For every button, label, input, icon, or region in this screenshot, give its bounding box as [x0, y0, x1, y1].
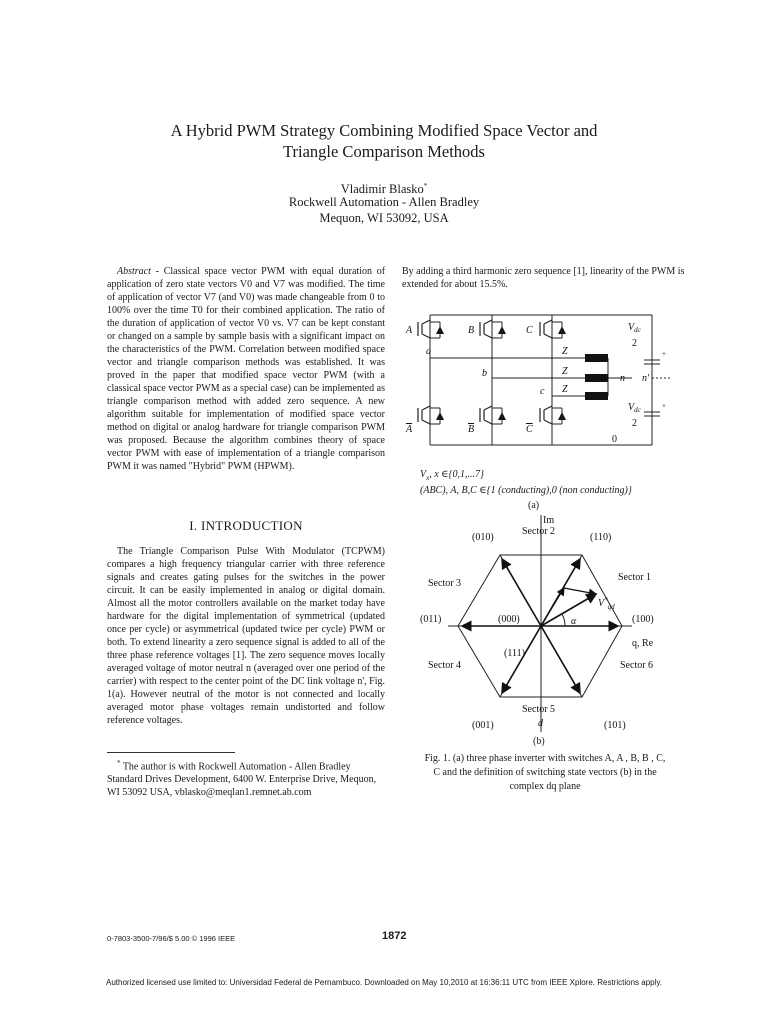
reference-vector-label: $V^*_{qd}$ — [598, 596, 615, 611]
state-label-v4: (011) — [420, 614, 442, 625]
paper-title-line-1: A Hybrid PWM Strategy Combining Modified Space Vector and — [170, 121, 598, 140]
switch-label-a-lower: A — [406, 424, 413, 435]
axis-label-re: q, Re — [632, 638, 654, 649]
author-name-text: Vladimir Blasko — [340, 182, 424, 197]
figure-caption-line-1: Fig. 1. (a) three phase inverter with switches A, A , B, B , C, — [424, 753, 666, 764]
author-footnote-mark: * — [423, 182, 428, 190]
component-t1-arrow — [564, 588, 596, 594]
vector-definition-line-2: (ABC), A, B,C ∈{1 (conducting),0 (non conducting)} — [420, 485, 632, 496]
plus-sign-bottom: + — [662, 402, 666, 410]
figure-caption — [402, 752, 688, 794]
vdc-top-denominator: 2 — [632, 338, 637, 349]
state-label-v5: (001) — [472, 720, 494, 731]
author-affiliation: Rockwell Automation - Allen Bradley — [288, 195, 480, 209]
vdc-bottom-label: $V_{dc}$ — [628, 402, 641, 414]
node-label-a: a — [426, 346, 431, 357]
state-label-v3: (010) — [472, 532, 494, 543]
abstract-label: Abstract - — [117, 266, 159, 277]
paper-title-line-2: Triangle Comparison Methods — [283, 142, 485, 161]
ground-label: 0 — [612, 434, 617, 445]
figure-caption-line-2: C and the definition of switching state vectors (b) in the — [433, 767, 657, 778]
copyright-notice: 0-7803-3500-7/96/$ 5.00 © 1996 IEEE — [107, 934, 236, 943]
neutral-label: n — [620, 373, 625, 384]
vdc-top-label: $V_{dc}$ — [628, 322, 641, 334]
footnote-mark: * — [117, 759, 121, 767]
sector-6-label: Sector 6 — [620, 660, 654, 671]
vector-subscript: x — [426, 474, 430, 482]
alpha-label: α — [571, 616, 577, 627]
right-column-intro: By adding a third harmonic zero sequence [1], linearity of the PWM is extended for about 15.5%. — [402, 266, 685, 290]
state-label-v0: (000) — [498, 614, 520, 625]
section-heading-introduction: I. INTRODUCTION — [189, 518, 303, 533]
impedance-label-3: Z — [562, 384, 568, 395]
axis-label-d: d — [538, 718, 543, 729]
impedance-label-1: Z — [562, 346, 568, 357]
abstract-paragraph — [107, 265, 385, 473]
neutral-prime-label: n' — [642, 373, 650, 384]
footnote — [107, 757, 385, 799]
node-label-b: b — [482, 368, 487, 379]
figure-caption-line-3: complex dq plane — [509, 781, 581, 792]
vector-definition-rest: , x ∈{0,1,...7} — [429, 469, 485, 480]
footnote-text: The author is with Rockwell Automation - Allen Bradley Standard Drives Development, 6400 W. Enterprise Drive, Mequon, WI 53092 USA, vblasko@meqlan1.remnet.ab.com — [107, 761, 377, 799]
impedance-label-2: Z — [562, 366, 568, 377]
sector-1-label: Sector 1 — [618, 572, 652, 583]
sector-4-label: Sector 4 — [428, 660, 462, 671]
switch-label-b-upper: B — [468, 325, 475, 336]
component-t2-arrow — [541, 588, 564, 626]
inverter-circuit-diagram — [400, 300, 690, 460]
switch-label-b-lower: B — [468, 424, 475, 435]
vector-v5-arrow — [502, 626, 541, 693]
introduction-text: The Triangle Comparison Pulse With Modulator (TCPWM) compares a high frequency triangular carrier with three reference signals and creates gating pulses for the switches in the power circuit. It can be easily implemented in analog or digital domain. Almost all the motor controllers available on the market today have hardware for the digital implementation of symmetrical (updated once per cycle) or asymmetrical (updated twice per cycle) PWM or both. To extend linearity a zero sequence signal is added to all of the three phase reference voltages [1]. The zero sequence moves locally averaged voltage of motor neutral n (averaged over one period of the carrier) with respect to the center point of the DC link voltage n', Fig. 1(a). However neutral of the motor is not connected and locally averaged motor phase voltages remain undistorted and follow reference voltages. — [107, 546, 385, 726]
switch-label-c-upper: C — [526, 325, 533, 336]
vdc-bottom-denominator: 2 — [632, 418, 637, 429]
state-label-v1: (100) — [632, 614, 654, 625]
author-location: Mequon, WI 53092, USA — [319, 211, 449, 225]
reference-vector-arrow — [541, 594, 596, 626]
introduction-paragraph — [107, 545, 385, 727]
alpha-arc — [562, 614, 565, 626]
state-label-v6: (101) — [604, 720, 626, 731]
sector-5-label: Sector 5 — [522, 704, 556, 715]
switch-label-a-upper: A — [406, 325, 413, 336]
page-number: 1872 — [382, 930, 407, 942]
space-vector-hexagon — [400, 510, 690, 740]
state-label-v7: (111) — [504, 648, 525, 659]
sector-2-label: Sector 2 — [522, 526, 556, 537]
figure-label-a: (a) — [528, 500, 540, 511]
axis-label-im: Im — [543, 515, 555, 526]
node-label-c: c — [540, 386, 545, 397]
state-label-v2: (110) — [590, 532, 612, 543]
vector-definition-line-1 — [420, 468, 484, 485]
switch-label-c-lower: C — [526, 424, 533, 435]
footnote-rule — [107, 752, 235, 753]
vector-v6-arrow — [541, 626, 580, 693]
vector-symbol: V — [420, 469, 427, 480]
authorized-use-notice: Authorized licensed use limited to: Universidad Federal de Pernambuco. Downloaded on May 10,2010 at 16:36:11 UTC from IEEE Xplore. Restrictions apply. — [106, 978, 662, 987]
abstract-text: Classical space vector PWM with equal duration of application of zero state vectors V0 and V7 was modified. The time of application of vector V7 (and V0) was made changeable from 0 to 100% over the time T0 for their combined application. The ratio of the duration of application of vector V0 vs. V7 can be kept constant or changed on a sample by sample basis with a significant impact on the characteristics of the PWM. Correlation between modified space vector and triangle comparison methods was established. It was proved in the paper that modified space vector PWM (with a classical space vector PWM as a special case) can be implemented as triangle comparison method with added zero sequence. A new algorithm suitable for implementation of modified space vector method on digital or analog hardware for triangle comparison PWM was proposed. Because the algorithm combines theory of space vector PWM with ease of implementation of a triangle comparison PWM it was named "Hybrid" PWM (HPWM). — [107, 266, 386, 472]
sector-3-label: Sector 3 — [428, 578, 462, 589]
plus-sign-top: + — [662, 350, 666, 358]
figure-label-b: (b) — [533, 736, 545, 747]
